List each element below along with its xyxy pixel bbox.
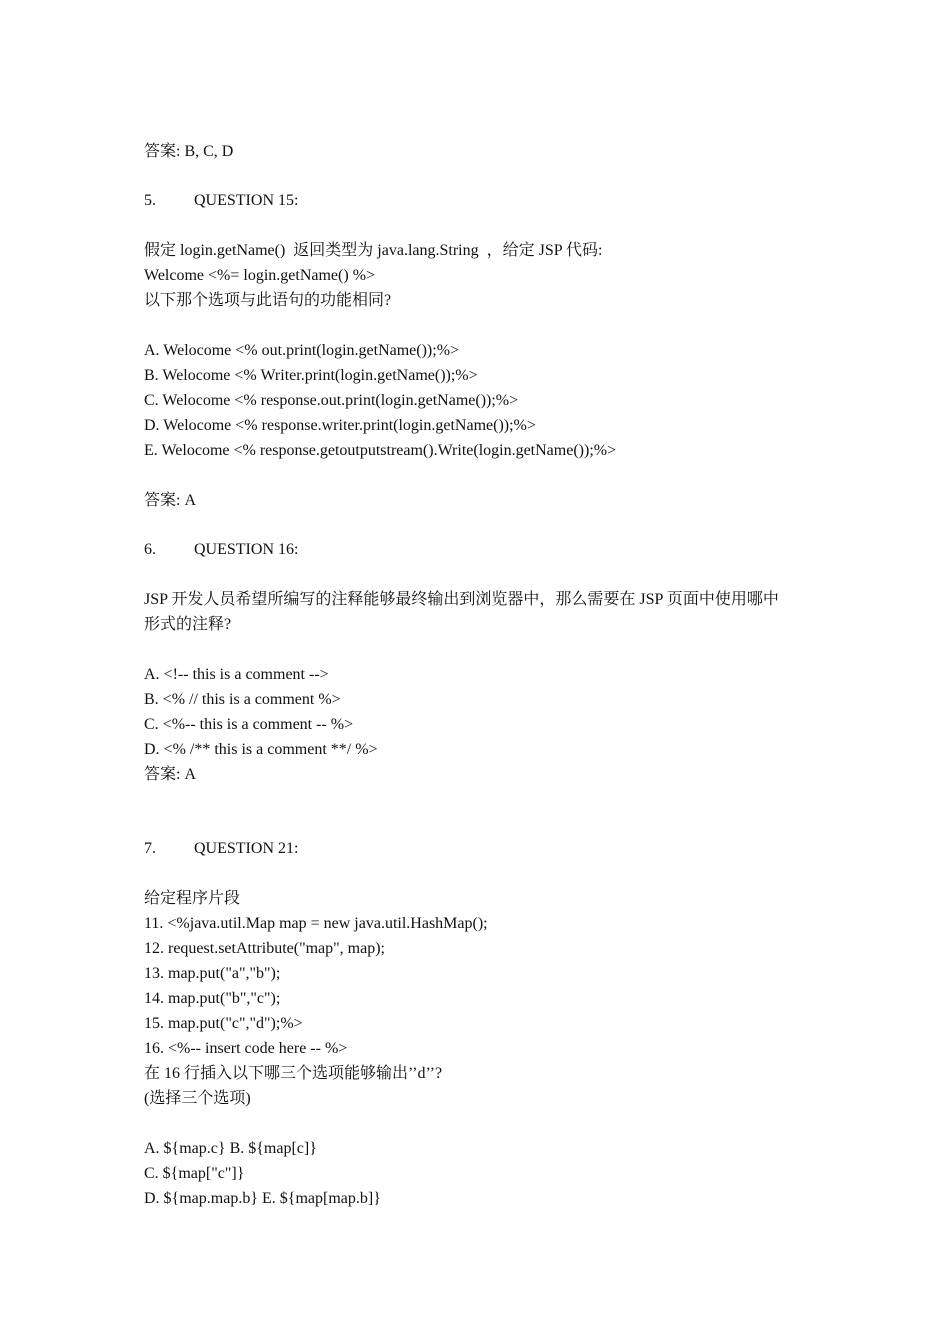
q7-title: QUESTION 21: xyxy=(194,840,299,857)
q7-stem-line: (选择三个选项) xyxy=(144,1090,251,1107)
answer-q4: 答案: B, C, D xyxy=(144,143,234,160)
q6-option-d: D. <% /** this is a comment **/ %> xyxy=(144,741,378,758)
q6-title: QUESTION 16: xyxy=(194,541,299,558)
q7-code-line: 11. <%java.util.Map map = new java.util.HashMap(); xyxy=(144,915,488,932)
q6-option-c: C. <%-- this is a comment -- %> xyxy=(144,716,354,733)
q5-number: 5. xyxy=(144,192,156,209)
q5-stem-line: 假定 login.getName() 返回类型为 java.lang.String ，给定 JSP 代码: xyxy=(144,242,603,259)
q6-answer: 答案: A xyxy=(144,766,197,783)
q6-number: 6. xyxy=(144,541,156,558)
q6-option-a: A. <!-- this is a comment --> xyxy=(144,666,329,683)
q7-code-line: 13. map.put("a","b"); xyxy=(144,965,281,982)
q6-stem-line: JSP 开发人员希望所编写的注释能够最终输出到浏览器中，那么需要在 JSP 页面中使用哪中 xyxy=(144,591,779,608)
q7-code-line: 14. map.put("b","c"); xyxy=(144,990,281,1007)
q5-title: QUESTION 15: xyxy=(194,192,299,209)
q7-code-line: 16. <%-- insert code here -- %> xyxy=(144,1040,348,1057)
q5-option-a: A. Welocome <% out.print(login.getName());%> xyxy=(144,342,460,359)
q5-stem-line: 以下那个选项与此语句的功能相同? xyxy=(144,292,392,309)
q7-option-ab: A. ${map.c} B. ${map[c]} xyxy=(144,1140,317,1157)
q5-stem-line: Welcome <%= login.getName() %> xyxy=(144,267,376,284)
q5-option-d: D. Welocome <% response.writer.print(login.getName());%> xyxy=(144,417,536,434)
q7-code-line: 15. map.put("c","d");%> xyxy=(144,1015,303,1032)
q5-option-b: B. Welocome <% Writer.print(login.getName());%> xyxy=(144,367,478,384)
q7-stem-line: 给定程序片段 xyxy=(144,890,241,907)
q7-stem-line: 在 16 行插入以下哪三个选项能够输出’’d’’? xyxy=(144,1065,443,1082)
q6-option-b: B. <% // this is a comment %> xyxy=(144,691,341,708)
q6-stem-line: 形式的注释? xyxy=(144,616,232,633)
q7-code-line: 12. request.setAttribute("map", map); xyxy=(144,940,385,957)
q7-option-de: D. ${map.map.b} E. ${map[map.b]} xyxy=(144,1190,381,1207)
q7-option-c: C. ${map["c"]} xyxy=(144,1165,245,1182)
q7-number: 7. xyxy=(144,840,156,857)
q5-answer: 答案: A xyxy=(144,492,197,509)
q5-option-c: C. Welocome <% response.out.print(login.getName());%> xyxy=(144,392,519,409)
q5-option-e: E. Welocome <% response.getoutputstream().Write(login.getName());%> xyxy=(144,442,617,459)
